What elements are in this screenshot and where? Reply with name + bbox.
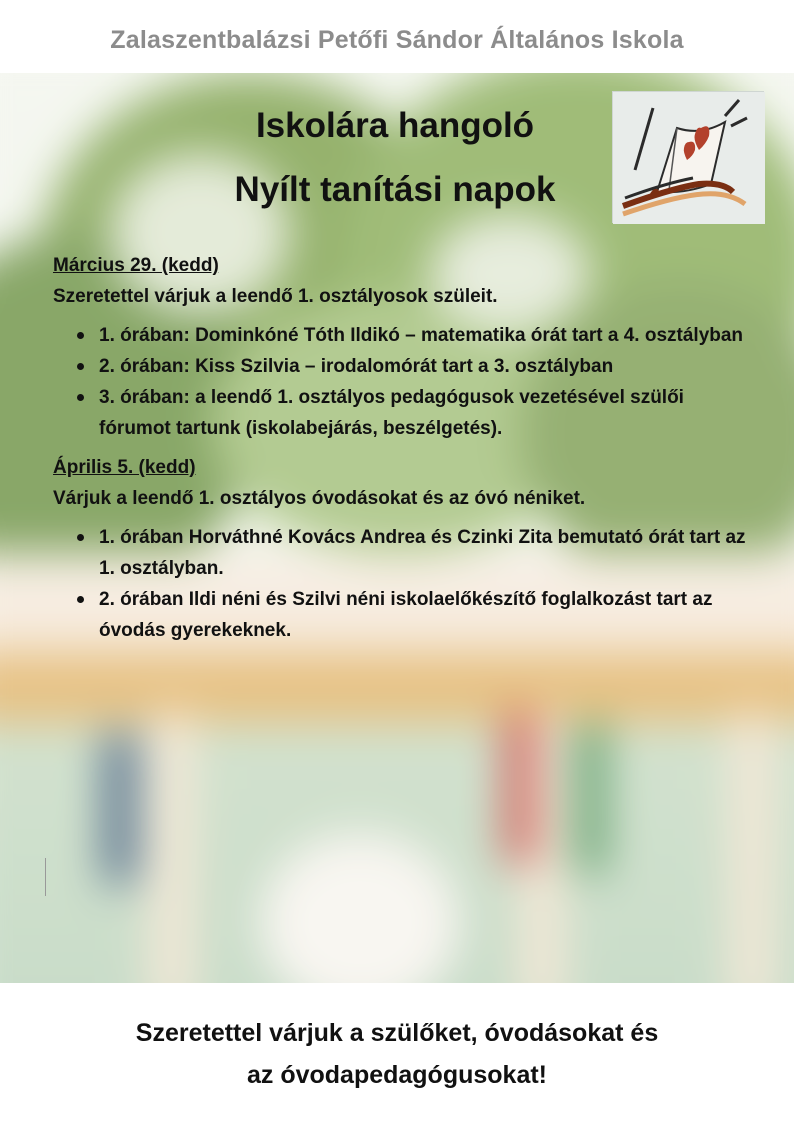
section-date: Március 29. (kedd) <box>53 255 219 276</box>
section-intro: Várjuk a leendő 1. osztályos óvodásokat és az óvó néniket. <box>53 488 586 509</box>
open-book-heart-icon <box>612 91 764 223</box>
footer-line-2: az óvodapedagógusokat! <box>246 1061 548 1089</box>
list-item: 3. órában: a leendő 1. osztályos pedagógusok vezetésével szülői fórumot tartunk (iskolabejárás, beszélgetés). <box>53 382 753 444</box>
list-item: 1. órában Horváthné Kovács Andrea és Czinki Zita bemutató órát tart az 1. osztályban. <box>53 522 753 584</box>
list-item: 2. órában: Kiss Szilvia – irodalomórát tart a 3. osztályban <box>53 351 753 382</box>
school-name: Zalaszentbalázsi Petőfi Sándor Általános Iskola <box>110 26 684 54</box>
footer-message <box>0 1012 794 1096</box>
list-item: 1. órában: Dominkóné Tóth Ildikó – matematika órát tart a 4. osztályban <box>53 320 753 351</box>
section-list <box>53 522 753 646</box>
text-cursor <box>45 858 46 896</box>
footer-line-1: Szeretettel várjuk a szülőket, óvodásokat és <box>135 1019 659 1047</box>
list-item: 2. órában Ildi néni és Szilvi néni iskolaelőkészítő foglalkozást tart az óvodás gyerekeknek. <box>53 584 753 646</box>
content <box>53 250 753 654</box>
title-line-2: Nyílt tanítási napok <box>234 170 556 209</box>
title-line-1: Iskolára hangoló <box>255 106 535 145</box>
section-list <box>53 320 753 444</box>
section-intro: Szeretettel várjuk a leendő 1. osztályosok szüleit. <box>53 286 498 307</box>
section-date: Április 5. (kedd) <box>53 457 196 478</box>
